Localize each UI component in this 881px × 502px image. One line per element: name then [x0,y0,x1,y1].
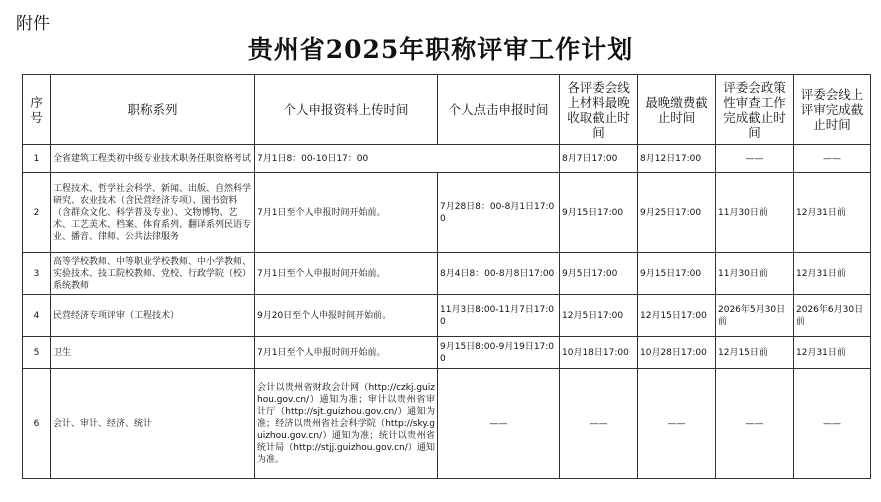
header-fee: 最晚缴费截止时间 [638,75,716,145]
row-series: 工程技术、哲学社会科学、新闻、出版、自然科学研究、农业技术（含民营经济专项）、图书资料（含群众文化、科学普及专业）、文物博物、艺术、工艺美术、档案、体育系列、翻译系列民语专业、播音、律师、公共法律服务 [51,173,255,253]
row-committee-deadline: 8月7日17:00 [560,145,638,173]
row-committee-deadline: 12月5日17:00 [560,295,638,337]
row-online-review: 12月31日前 [794,337,871,369]
attachment-label: 附件 [16,14,50,34]
row-upload: 会计以贵州省财政会计网（http://czkj.guizhou.gov.cn/）通知为准；审计以贵州省审计厅（http://sjt.guizhou.gov.cn/）通知为准；经济以贵州省社会科学院（http://sky.guizhou.gov.cn/）通知为准；统计以贵州省统计局（http://stjj.guizhou.gov.cn/）通知为准。 [255,369,438,479]
row-online-review: 12月31日前 [794,253,871,295]
row-series: 民营经济专项评审（工程技术） [51,295,255,337]
header-policy-review: 评委会政策性审查工作完成截止时间 [716,75,794,145]
row-policy-review: 12月15日前 [716,337,794,369]
page-title: 贵州省2025年职称评审工作计划 [247,35,634,64]
row-click: 8月4日8：00-8月8日17:00 [438,253,560,295]
row-policy-review: 2026年5月30日前 [716,295,794,337]
row-fee: —— [638,369,716,479]
row-policy-review: 11月30日前 [716,173,794,253]
row-no: 3 [23,253,51,295]
row-fee: 9月15日17:00 [638,253,716,295]
row-committee-deadline: 10月18日17:00 [560,337,638,369]
row-policy-review: 11月30日前 [716,253,794,295]
table-row [23,145,871,173]
row-series: 卫生 [51,337,255,369]
row-online-review: —— [794,145,871,173]
row-no: 4 [23,295,51,337]
row-no: 1 [23,145,51,173]
row-no: 2 [23,173,51,253]
row-click: 11月3日8:00-11月7日17:00 [438,295,560,337]
row-series: 会计、审计、经济、统计 [51,369,255,479]
row-policy-review: —— [716,145,794,173]
schedule-table [22,74,871,479]
row-click: 9月15日8:00-9月19日17:00 [438,337,560,369]
table-row [23,295,871,337]
row-committee-deadline: 9月15日17:00 [560,173,638,253]
row-online-review: 2026年6月30日前 [794,295,871,337]
table-header-row [23,75,871,145]
table-row [23,337,871,369]
row-series: 全省建筑工程类初中级专业技术职务任职资格考试 [51,145,255,173]
row-no: 6 [23,369,51,479]
row-upload: 7月1日至个人申报时间开始前。 [255,253,438,295]
row-series: 高等学校教师、中等职业学校教师、中小学教师、实验技术、技工院校教师、党校、行政学院（校）系统教师 [51,253,255,295]
row-fee: 10月28日17:00 [638,337,716,369]
header-upload: 个人申报资料上传时间 [255,75,438,145]
row-click: —— [438,369,560,479]
row-click: 7月28日8：00-8月1日17:00 [438,173,560,253]
header-click: 个人点击申报时间 [438,75,560,145]
table-row [23,173,871,253]
row-upload: 9月20日至个人申报时间开始前。 [255,295,438,337]
table-row [23,369,871,479]
row-online-review: 12月31日前 [794,173,871,253]
table-row [23,253,871,295]
row-online-review: —— [794,369,871,479]
row-committee-deadline: —— [560,369,638,479]
row-fee: 9月25日17:00 [638,173,716,253]
row-committee-deadline: 9月5日17:00 [560,253,638,295]
header-no: 序号 [23,75,51,145]
header-series: 职称系列 [51,75,255,145]
header-committee-deadline: 各评委会线上材料最晚收取截止时间 [560,75,638,145]
row-upload: 7月1日8：00-10日17：00 [255,145,560,173]
row-upload: 7月1日至个人申报时间开始前。 [255,173,438,253]
header-online-review: 评委会线上评审完成截止时间 [794,75,871,145]
row-fee: 8月12日17:00 [638,145,716,173]
row-fee: 12月15日17:00 [638,295,716,337]
row-upload: 7月1日至个人申报时间开始前。 [255,337,438,369]
row-policy-review: —— [716,369,794,479]
row-no: 5 [23,337,51,369]
